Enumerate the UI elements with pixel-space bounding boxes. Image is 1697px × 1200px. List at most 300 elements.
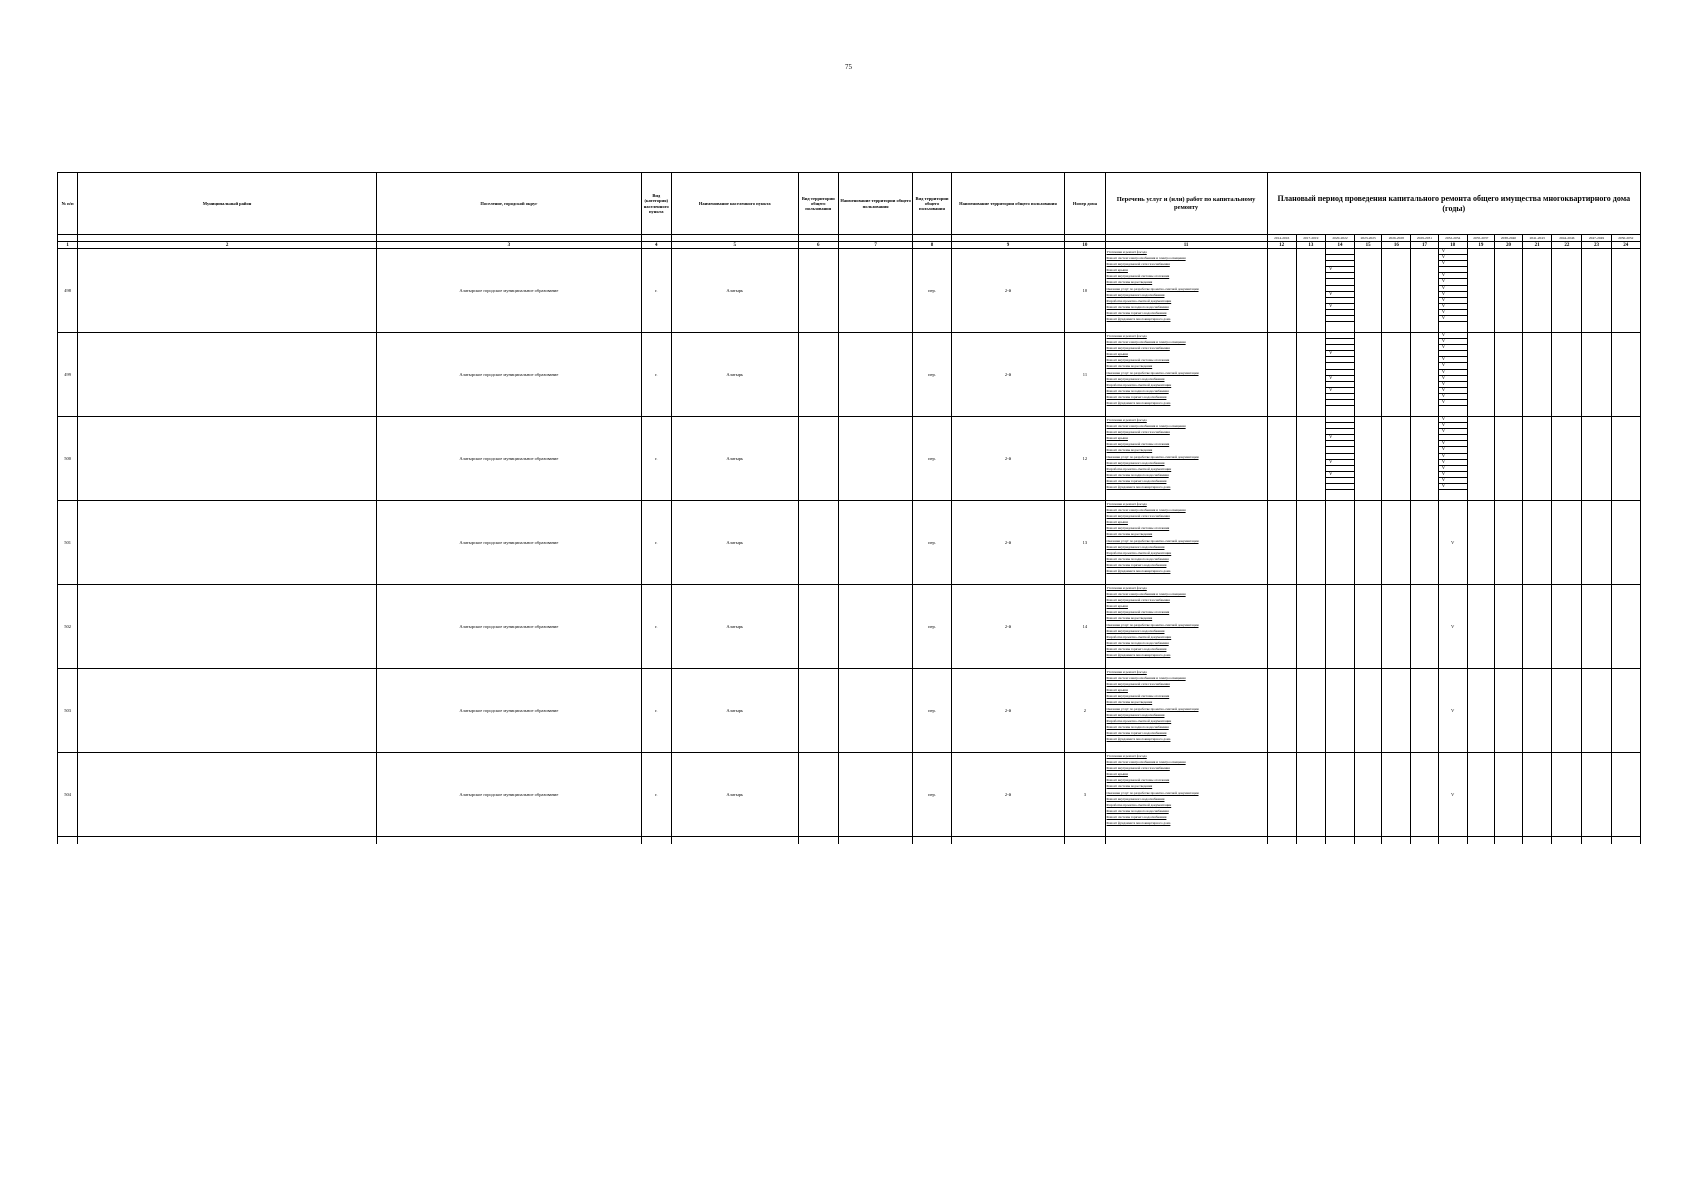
- plan-mark: V: [1439, 466, 1467, 472]
- header-period: Плановый период проведения капитального ремонта общего имущества многоквартирного дома (годы): [1267, 173, 1640, 235]
- row-settlement: Алатырское городское муниципальное образование: [377, 669, 642, 753]
- column-number: 12: [1267, 242, 1296, 249]
- continued-cell: [1582, 837, 1611, 845]
- plan-mark: V: [1439, 279, 1467, 285]
- period-cell: [1325, 501, 1354, 585]
- continued-cell: [1065, 837, 1105, 845]
- row-number: 504: [58, 753, 78, 837]
- row-settlement: Алатырское городское муниципальное образование: [377, 501, 642, 585]
- period-cell: [1611, 669, 1640, 753]
- period-cell: [1382, 753, 1411, 837]
- work-item: Ремонт фундамента многоквартирного дома: [1106, 821, 1171, 826]
- period-cell: [1494, 249, 1522, 333]
- plan-mark: V: [1326, 267, 1354, 273]
- continued-cell: [671, 837, 798, 845]
- work-item: Оказание услуг по разработке проектно-сметной документации: [1106, 790, 1199, 795]
- plan-mark: V: [1326, 388, 1354, 394]
- works-list: [1105, 501, 1267, 585]
- row-territory-name-2: 2-й: [951, 501, 1065, 585]
- work-item: Ремонт системы холодного водоснабжения: [1106, 388, 1169, 393]
- work-item: Ремонт системы горячего водоснабжения: [1106, 310, 1167, 315]
- work-item: Ремонт крыши: [1106, 436, 1128, 441]
- table-row: [58, 417, 1641, 501]
- work-item: Ремонт системы горячего водоснабжения: [1106, 478, 1167, 483]
- header-house-number: Номер дома: [1065, 173, 1105, 235]
- period-cell: [1438, 417, 1467, 501]
- plan-mark: V: [1439, 255, 1467, 261]
- period-cell: [1494, 333, 1522, 417]
- row-settlement: Алатырское городское муниципальное образование: [377, 249, 642, 333]
- continued-cell: [641, 837, 671, 845]
- plan-mark: V: [1439, 357, 1467, 363]
- period-cell: [1382, 417, 1411, 501]
- work-item: Оказание услуг по разработке проектно-сметной документации: [1106, 622, 1199, 627]
- column-number: 5: [671, 242, 798, 249]
- continued-cell: [1267, 837, 1296, 845]
- period-cell: [1411, 501, 1438, 585]
- period-cell: [1296, 501, 1325, 585]
- header-place-type: Вид (категория) населенного пункта: [641, 173, 671, 235]
- work-item: Оказание услуг по разработке проектно-сметной документации: [1106, 286, 1199, 291]
- work-item: Ремонт внутридомовой сети газоснабжения: [1106, 346, 1170, 351]
- header-settlement: Поселение, городской округ: [377, 173, 642, 235]
- period-cell: [1411, 417, 1438, 501]
- work-item: Ремонт внутридомовой сети газоснабжения: [1106, 514, 1170, 519]
- work-item: Ремонт внутридомового водоснабжения: [1106, 712, 1165, 717]
- plan-mark: V: [1326, 292, 1354, 298]
- column-number: 11: [1105, 242, 1267, 249]
- plan-mark: V: [1439, 298, 1467, 304]
- period-cell: [1325, 669, 1354, 753]
- continued-cell: [951, 837, 1065, 845]
- row-house-number: 14: [1065, 585, 1105, 669]
- row-place-name: Алатырь: [671, 249, 798, 333]
- period-cell: [1523, 585, 1552, 669]
- work-item: Ремонт крыши: [1106, 352, 1128, 357]
- period-cell: [1582, 585, 1611, 669]
- plan-mark: V: [1439, 261, 1467, 267]
- work-item: Разработка проектно-сметной документации: [1106, 382, 1172, 387]
- row-house-number: 3: [1065, 753, 1105, 837]
- work-item: Ремонт системы холодного водоснабжения: [1106, 556, 1169, 561]
- period-label: 2044-2046: [1552, 235, 1582, 242]
- header-num: № п/п: [58, 173, 78, 235]
- period-cell: [1552, 249, 1582, 333]
- period-cell: [1296, 585, 1325, 669]
- column-number: 6: [798, 242, 838, 249]
- work-item: Разработка проектно-сметной документации: [1106, 550, 1172, 555]
- period-cell: [1296, 417, 1325, 501]
- continued-cell: [1382, 837, 1411, 845]
- work-item: Ремонт внутридомового водоснабжения: [1106, 292, 1165, 297]
- period-label: 2020-2022: [1325, 235, 1354, 242]
- continued-cell: [1611, 837, 1640, 845]
- period-cell: [1296, 333, 1325, 417]
- work-item: Ремонт внутридомового водоснабжения: [1106, 544, 1165, 549]
- period-cell: [1325, 249, 1354, 333]
- plan-mark: V: [1326, 351, 1354, 357]
- work-item: Ремонт систем электроснабжения и электроосвещения: [1106, 760, 1186, 765]
- row-district: [78, 501, 377, 585]
- plan-mark: V: [1438, 585, 1467, 669]
- work-item: Ремонт системы холодного водоснабжения: [1106, 304, 1169, 309]
- works-list: [1105, 669, 1267, 753]
- period-cell: [1267, 753, 1296, 837]
- work-item: Утепление и ремонт фасада: [1106, 586, 1147, 590]
- period-cell: [1355, 753, 1382, 837]
- period-label: 2032-2034: [1438, 235, 1467, 242]
- period-cell: [1611, 501, 1640, 585]
- period-spacer: [838, 235, 912, 242]
- plan-mark: V: [1439, 394, 1467, 400]
- continued-cell: [1467, 837, 1494, 845]
- row-number: 499: [58, 333, 78, 417]
- row-house-number: 12: [1065, 417, 1105, 501]
- work-item: Ремонт внутридомовой системы отопления: [1106, 694, 1170, 699]
- period-cell: [1267, 669, 1296, 753]
- period-cell: [1382, 249, 1411, 333]
- row-number: 500: [58, 417, 78, 501]
- period-cell: [1611, 417, 1640, 501]
- period-cell: [1382, 669, 1411, 753]
- plan-mark: [1326, 484, 1354, 490]
- column-number: 17: [1411, 242, 1438, 249]
- period-cell: [1325, 753, 1354, 837]
- period-cell: [1355, 669, 1382, 753]
- period-label: 2023-2025: [1355, 235, 1382, 242]
- row-territory-name-2: 2-й: [951, 585, 1065, 669]
- work-item: Ремонт внутридомовой системы отопления: [1106, 442, 1170, 447]
- row-territory-type-2: пер.: [913, 669, 951, 753]
- period-cell: [1411, 585, 1438, 669]
- works-list: [1105, 417, 1267, 501]
- row-district: [78, 669, 377, 753]
- work-item: Ремонт внутридомового водоснабжения: [1106, 796, 1165, 801]
- column-number: 4: [641, 242, 671, 249]
- row-territory-type-1: [798, 333, 838, 417]
- work-item: Ремонт системы горячего водоснабжения: [1106, 814, 1167, 819]
- table-row: [58, 501, 1641, 585]
- period-cell: [1523, 669, 1552, 753]
- row-territory-name-1: [838, 249, 912, 333]
- work-item: Ремонт крыши: [1106, 772, 1128, 777]
- row-number: 503: [58, 669, 78, 753]
- work-item: Ремонт системы водоотведения: [1106, 784, 1153, 789]
- works-list: [1105, 585, 1267, 669]
- period-cell: [1611, 753, 1640, 837]
- header-works: Перечень услуг и (или) работ по капитальному ремонту: [1105, 173, 1267, 235]
- period-cell: [1411, 669, 1438, 753]
- period-cell: [1467, 753, 1494, 837]
- row-territory-type-1: [798, 417, 838, 501]
- work-item: Разработка проектно-сметной документации: [1106, 298, 1172, 303]
- work-item: Ремонт внутридомовой сети газоснабжения: [1106, 598, 1170, 603]
- period-cell: [1382, 333, 1411, 417]
- work-item: Ремонт фундамента многоквартирного дома: [1106, 485, 1171, 490]
- period-cell: [1523, 417, 1552, 501]
- plan-mark: V: [1439, 304, 1467, 310]
- period-cell: [1552, 501, 1582, 585]
- work-item: Утепление и ремонт фасада: [1106, 334, 1147, 338]
- period-cell: [1267, 501, 1296, 585]
- plan-mark: V: [1439, 333, 1467, 339]
- continued-cell: [798, 837, 838, 845]
- table-row: [58, 249, 1641, 333]
- period-cell: [1355, 501, 1382, 585]
- table-row: [58, 753, 1641, 837]
- period-cell: [1494, 669, 1522, 753]
- row-district: [78, 753, 377, 837]
- plan-mark: V: [1326, 376, 1354, 382]
- continued-cell: [838, 837, 912, 845]
- work-item: Оказание услуг по разработке проектно-сметной документации: [1106, 538, 1199, 543]
- row-territory-type-1: [798, 501, 838, 585]
- plan-mark: V: [1439, 388, 1467, 394]
- period-spacer: [913, 235, 951, 242]
- work-item: Ремонт системы водоотведения: [1106, 700, 1153, 705]
- period-label: 2026-2028: [1382, 235, 1411, 242]
- work-item: Ремонт системы горячего водоснабжения: [1106, 646, 1167, 651]
- period-cell: [1411, 249, 1438, 333]
- plan-mark: V: [1439, 370, 1467, 376]
- period-cell: [1523, 753, 1552, 837]
- work-item: Ремонт системы водоотведения: [1106, 616, 1153, 621]
- period-cell: [1296, 753, 1325, 837]
- plan-mark: V: [1438, 753, 1467, 837]
- work-item: Ремонт фундамента многоквартирного дома: [1106, 317, 1171, 322]
- period-cell: [1494, 501, 1522, 585]
- works-list: [1105, 753, 1267, 837]
- column-number: 1: [58, 242, 78, 249]
- period-label: 2029-2031: [1411, 235, 1438, 242]
- period-cell: [1355, 417, 1382, 501]
- work-item: Разработка проектно-сметной документации: [1106, 466, 1172, 471]
- capital-repair-table: [57, 172, 1641, 836]
- period-cell: [1296, 249, 1325, 333]
- column-number: 22: [1552, 242, 1582, 249]
- column-number: 8: [913, 242, 951, 249]
- plan-mark: V: [1439, 382, 1467, 388]
- row-territory-name-2: 2-й: [951, 669, 1065, 753]
- work-item: Ремонт внутридомовой сети газоснабжения: [1106, 262, 1170, 267]
- work-item: Ремонт систем электроснабжения и электроосвещения: [1106, 340, 1186, 345]
- header-place-name: Наименование населенного пункта: [671, 173, 798, 235]
- row-territory-name-1: [838, 501, 912, 585]
- row-territory-type-1: [798, 669, 838, 753]
- period-cell: [1494, 753, 1522, 837]
- work-item: Утепление и ремонт фасада: [1106, 418, 1147, 422]
- plan-mark: V: [1326, 460, 1354, 466]
- row-place-type: г.: [641, 501, 671, 585]
- work-item: Ремонт внутридомовой сети газоснабжения: [1106, 766, 1170, 771]
- column-number: 18: [1438, 242, 1467, 249]
- work-item: Ремонт внутридомовой сети газоснабжения: [1106, 682, 1170, 687]
- plan-mark: V: [1439, 423, 1467, 429]
- work-item: Утепление и ремонт фасада: [1106, 502, 1147, 506]
- period-cell: [1552, 585, 1582, 669]
- column-number: 10: [1065, 242, 1105, 249]
- header-row: [58, 173, 1641, 235]
- work-item: Ремонт системы горячего водоснабжения: [1106, 562, 1167, 567]
- period-cell: [1582, 333, 1611, 417]
- period-label: 2038-2040: [1494, 235, 1522, 242]
- header-district: Муниципальный район: [78, 173, 377, 235]
- work-item: Ремонт системы холодного водоснабжения: [1106, 724, 1169, 729]
- row-place-type: г.: [641, 417, 671, 501]
- work-item: Ремонт внутридомовой системы отопления: [1106, 358, 1170, 363]
- continued-cell: [1523, 837, 1552, 845]
- row-territory-type-2: пер.: [913, 249, 951, 333]
- continued-cell: [913, 837, 951, 845]
- work-item: Разработка проектно-сметной документации: [1106, 718, 1172, 723]
- row-territory-type-1: [798, 585, 838, 669]
- row-place-type: г.: [641, 753, 671, 837]
- period-label: 2050-2052: [1611, 235, 1640, 242]
- continued-cell: [78, 837, 377, 845]
- work-item: Разработка проектно-сметной документации: [1106, 802, 1172, 807]
- row-settlement: Алатырское городское муниципальное образование: [377, 417, 642, 501]
- plan-mark: V: [1438, 669, 1467, 753]
- column-number: 9: [951, 242, 1065, 249]
- work-item: Ремонт системы холодного водоснабжения: [1106, 808, 1169, 813]
- plan-mark: [1326, 316, 1354, 322]
- row-house-number: 11: [1065, 333, 1105, 417]
- row-territory-name-1: [838, 753, 912, 837]
- period-cell: [1382, 501, 1411, 585]
- table-row-continued: [58, 837, 1641, 845]
- plan-mark: V: [1439, 454, 1467, 460]
- plan-mark: V: [1439, 441, 1467, 447]
- row-number: 501: [58, 501, 78, 585]
- works-list: [1105, 333, 1267, 417]
- work-item: Ремонт крыши: [1106, 688, 1128, 693]
- work-item: Ремонт крыши: [1106, 268, 1128, 273]
- work-item: Ремонт фундамента многоквартирного дома: [1106, 569, 1171, 574]
- column-number: 19: [1467, 242, 1494, 249]
- work-item: Разработка проектно-сметной документации: [1106, 634, 1172, 639]
- work-item: Ремонт внутридомового водоснабжения: [1106, 376, 1165, 381]
- work-item: Утепление и ремонт фасада: [1106, 754, 1147, 758]
- period-cell: [1467, 585, 1494, 669]
- row-place-type: г.: [641, 333, 671, 417]
- continued-cell: [1105, 837, 1267, 845]
- column-number: 3: [377, 242, 642, 249]
- period-label: 2047-2049: [1582, 235, 1611, 242]
- plan-mark: V: [1439, 273, 1467, 279]
- plan-mark: V: [1438, 501, 1467, 585]
- plan-mark: V: [1439, 363, 1467, 369]
- period-cell: [1438, 333, 1467, 417]
- row-territory-name-1: [838, 417, 912, 501]
- work-item: Оказание услуг по разработке проектно-сметной документации: [1106, 370, 1199, 375]
- row-territory-type-2: пер.: [913, 333, 951, 417]
- period-cell: [1494, 417, 1522, 501]
- period-cell: [1411, 753, 1438, 837]
- row-district: [78, 417, 377, 501]
- work-item: Ремонт систем электроснабжения и электроосвещения: [1106, 676, 1186, 681]
- column-number: 15: [1355, 242, 1382, 249]
- period-spacer: [951, 235, 1065, 242]
- continued-cell: [1355, 837, 1382, 845]
- continued-cell: [58, 837, 78, 845]
- row-settlement: Алатырское городское муниципальное образование: [377, 753, 642, 837]
- table-row: [58, 333, 1641, 417]
- continued-cell: [1325, 837, 1354, 845]
- work-item: Ремонт системы холодного водоснабжения: [1106, 472, 1169, 477]
- plan-mark: V: [1439, 460, 1467, 466]
- period-cell: [1467, 417, 1494, 501]
- row-place-type: г.: [641, 249, 671, 333]
- period-cell: [1325, 585, 1354, 669]
- work-item: Ремонт крыши: [1106, 520, 1128, 525]
- column-number: 13: [1296, 242, 1325, 249]
- period-label: 2017-2019: [1296, 235, 1325, 242]
- column-number: 7: [838, 242, 912, 249]
- period-cell: [1296, 669, 1325, 753]
- header-territory-type-1: Вид территории общего пользования: [798, 173, 838, 235]
- plan-mark: V: [1439, 400, 1467, 406]
- work-item: Оказание услуг по разработке проектно-сметной документации: [1106, 706, 1199, 711]
- period-spacer: [1065, 235, 1105, 242]
- period-cell: [1582, 417, 1611, 501]
- plan-mark: V: [1439, 447, 1467, 453]
- plan-mark: V: [1439, 484, 1467, 490]
- continued-cell: [377, 837, 642, 845]
- period-cell: [1355, 585, 1382, 669]
- table-row: [58, 669, 1641, 753]
- period-spacer: [798, 235, 838, 242]
- period-cell: [1611, 333, 1640, 417]
- continued-cell: [1438, 837, 1467, 845]
- row-place-type: г.: [641, 669, 671, 753]
- period-label: 2014-2016: [1267, 235, 1296, 242]
- period-cell: [1611, 249, 1640, 333]
- period-label: 2035-2037: [1467, 235, 1494, 242]
- period-cell: [1467, 333, 1494, 417]
- row-number: 498: [58, 249, 78, 333]
- period-cell: [1582, 753, 1611, 837]
- period-cell: [1355, 333, 1382, 417]
- plan-mark: V: [1326, 304, 1354, 310]
- row-territory-type-2: пер.: [913, 417, 951, 501]
- work-item: Ремонт системы водоотведения: [1106, 280, 1153, 285]
- work-item: Ремонт крыши: [1106, 604, 1128, 609]
- period-cell: [1411, 333, 1438, 417]
- plan-mark: V: [1439, 316, 1467, 322]
- continued-cell: [1296, 837, 1325, 845]
- work-item: Ремонт системы водоотведения: [1106, 364, 1153, 369]
- plan-mark: [1326, 400, 1354, 406]
- row-place-name: Алатырь: [671, 501, 798, 585]
- column-number: 14: [1325, 242, 1354, 249]
- row-district: [78, 333, 377, 417]
- work-item: Ремонт системы горячего водоснабжения: [1106, 730, 1167, 735]
- period-cell: [1467, 501, 1494, 585]
- column-number: 21: [1523, 242, 1552, 249]
- work-item: Ремонт систем электроснабжения и электроосвещения: [1106, 508, 1186, 513]
- period-cell: [1325, 333, 1354, 417]
- row-settlement: Алатырское городское муниципальное образование: [377, 585, 642, 669]
- period-cell: [1582, 501, 1611, 585]
- row-territory-name-1: [838, 669, 912, 753]
- work-item: Ремонт системы горячего водоснабжения: [1106, 394, 1167, 399]
- period-cell: [1523, 501, 1552, 585]
- column-number: 24: [1611, 242, 1640, 249]
- row-district: [78, 585, 377, 669]
- period-cell: [1552, 669, 1582, 753]
- period-cell: [1552, 753, 1582, 837]
- work-item: Ремонт системы водоотведения: [1106, 532, 1153, 537]
